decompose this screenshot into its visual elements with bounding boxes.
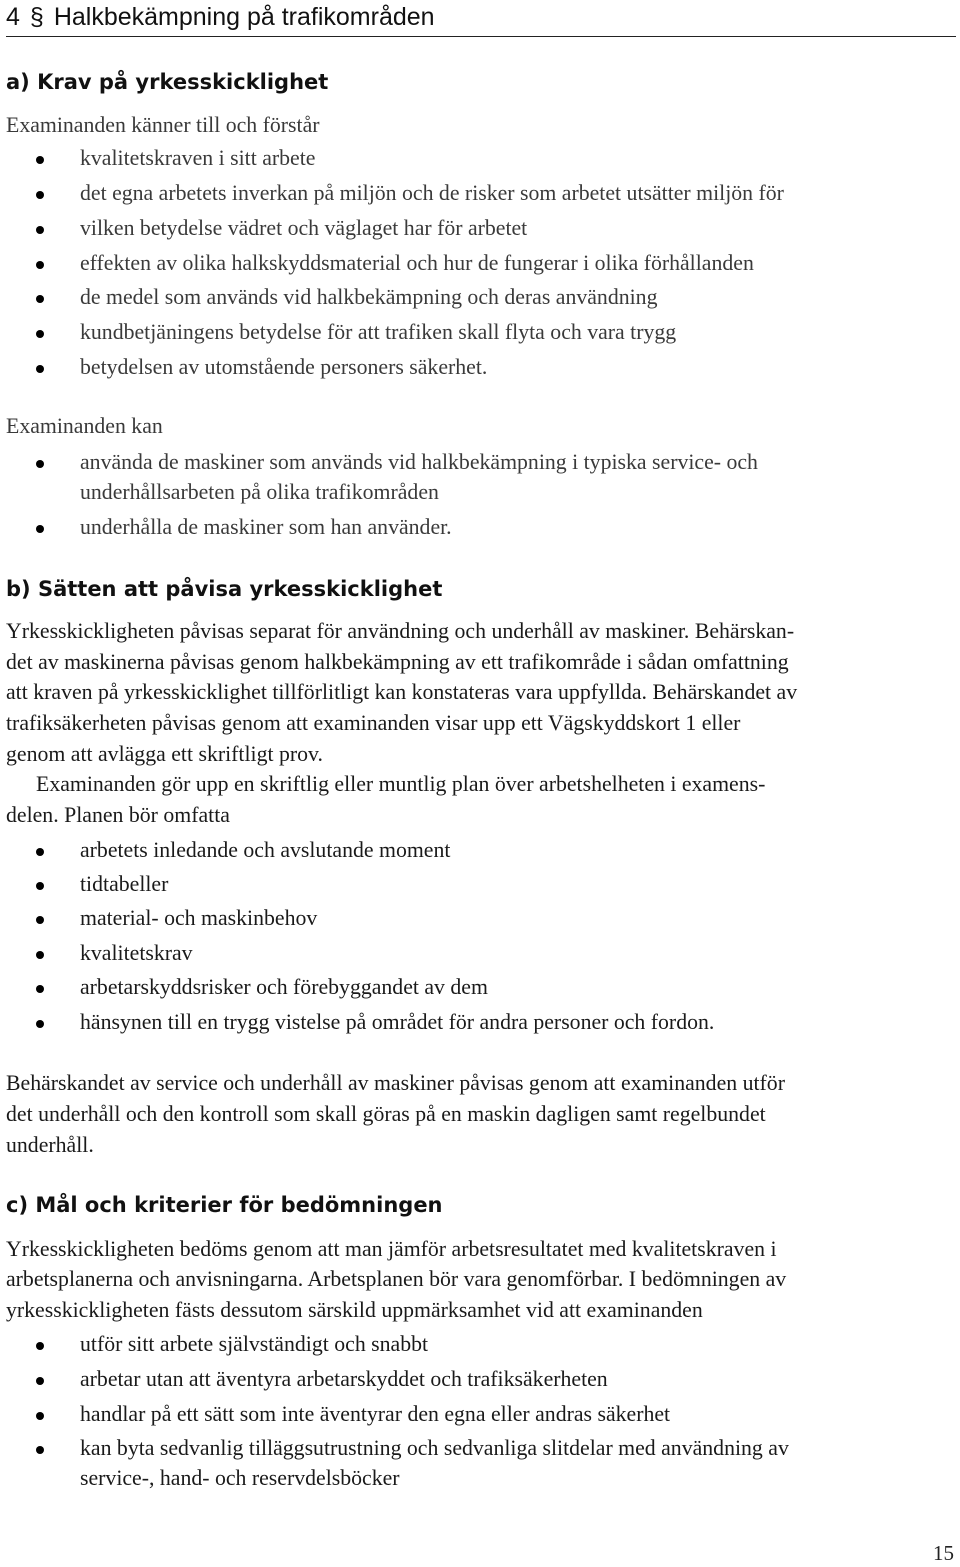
paragraph-line: trafiksäkerheten påvisas genom att examinanden visar upp ett Vägskyddskort 1 eller (6, 711, 741, 735)
chapter-number: 4 (6, 3, 20, 31)
section-c-title: c) Mål och kriterier för bedömningen (6, 1193, 443, 1217)
paragraph-line: det av maskinerna påvisas genom halkbekämpning av ett trafikområde i sådan omfattning (6, 650, 789, 674)
section-symbol: § (29, 3, 44, 31)
list-item-continuation: underhållsarbeten på olika trafikområden (80, 480, 439, 504)
section-a-title: a) Krav på yrkesskicklighet (6, 70, 329, 94)
paragraph-line: Behärskandet av service och underhåll av maskiner påvisas genom att examinanden utför (6, 1071, 785, 1095)
paragraph-line: arbetsplanerna och anvisningarna. Arbetsplanen bör vara genomförbar. I bedömningen av (6, 1267, 787, 1291)
section-a-intro-can: Examinanden kan (6, 414, 163, 438)
page-number: 15 (933, 1541, 954, 1565)
section-a-intro-knows: Examinanden känner till och förstår (6, 113, 320, 137)
paragraph-line: Yrkesskickligheten bedöms genom att man jämför arbetsresultatet med kvalitetskraven i (6, 1237, 777, 1261)
section-b-title: b) Sätten att påvisa yrkesskicklighet (6, 577, 443, 601)
document-page: 4 § Halkbekämpning på trafikområden a) Krav på yrkesskicklighet Examinanden känner till och förstår kvalitetskraven i sitt arbete det egna arbetets inverkan på miljön och de risker som arbetet utsätter miljön för vilken betydelse vädret och väglaget har för arbetet effekten av olika halkskyddsmaterial och hur de fungerar i olika förhållanden de medel som används vid halkbekämpning och deras användning kundbetjäningens betydelse för att trafiken skall flyta och vara trygg betydelsen av utomstående personers säkerhet. Examinanden kan använda de maskiner som används vid halkbekämpning i typiska service- och underhållsarbeten på olika trafikområden underhålla de maskiner som han använder. b) Sätten att påvisa yrkesskicklighet Yrkesskickligheten påvisas separat för användning och underhåll av maskiner. Behärskan- det av maskinerna påvisas genom halkbekämpning av ett trafikområde i sådan omfattning att kraven på yrkesskicklighet tillförlitligt kan konstateras vara uppfyllda. Behärskandet av trafiksäkerheten påvisas genom att examinanden visar upp ett Vägskyddskort 1 eller genom att avlägga ett skriftligt prov. Examinanden gör upp en skriftlig eller muntlig plan över arbetshelheten i examens- delen. Planen bör omfatta arbetets inledande och avslutande moment tidtabeller material- och maskinbehov kvalitetskrav arbetarskyddsrisker och förebyggandet av dem hänsynen till en trygg vistelse på området för andra personer och fordon. Behärskandet av service och underhåll av maskiner påvisas genom att examinanden utför det underhåll och den kontroll som skall göras på en maskin dagligen samt regelbundet underhåll. c) Mål och kriterier för bedömningen Yrkesskickligheten bedöms genom att man jämför arbetsresultatet med kvalitetskraven i arbetsplanerna och anvisningarna. Arbetsplanen bör vara genomförbar. I bedömningen av yrkesskickligheten fästs dessutom särskild uppmärksamhet vid att examinanden utför sitt arbete självständigt och snabbt arbetar utan att äventyra arbetarskyddet och trafiksäkerheten handlar på ett sätt som inte äventyrar den egna eller andras säkerhet kan byta sedvanlig tilläggsutrustning och sedvanliga slitdelar med användning av service-, hand- och reservdelsböcker 15 (0, 0, 960, 1567)
paragraph-line: delen. Planen bör omfatta (6, 803, 230, 827)
paragraph-line: att kraven på yrkesskicklighet tillförlitligt kan konstateras vara uppfyllda. Behärskandet av (6, 680, 798, 704)
paragraph-line: genom att avlägga ett skriftligt prov. (6, 742, 323, 766)
paragraph-line: yrkesskickligheten fästs dessutom särskild uppmärksamhet vid att examinanden (6, 1298, 703, 1322)
chapter-header (6, 0, 956, 37)
paragraph-line: Yrkesskickligheten påvisas separat för användning och underhåll av maskiner. Behärskan- (6, 619, 795, 643)
chapter-title: Halkbekämpning på trafikområden (53, 3, 435, 31)
list-item-continuation: service-, hand- och reservdelsböcker (80, 1466, 400, 1490)
paragraph-line: underhåll. (6, 1133, 94, 1157)
paragraph-line: Examinanden gör upp en skriftlig eller muntlig plan över arbetshelheten i examens- (36, 772, 766, 796)
paragraph-line: det underhåll och den kontroll som skall göras på en maskin dagligen samt regelbundet (6, 1102, 766, 1126)
